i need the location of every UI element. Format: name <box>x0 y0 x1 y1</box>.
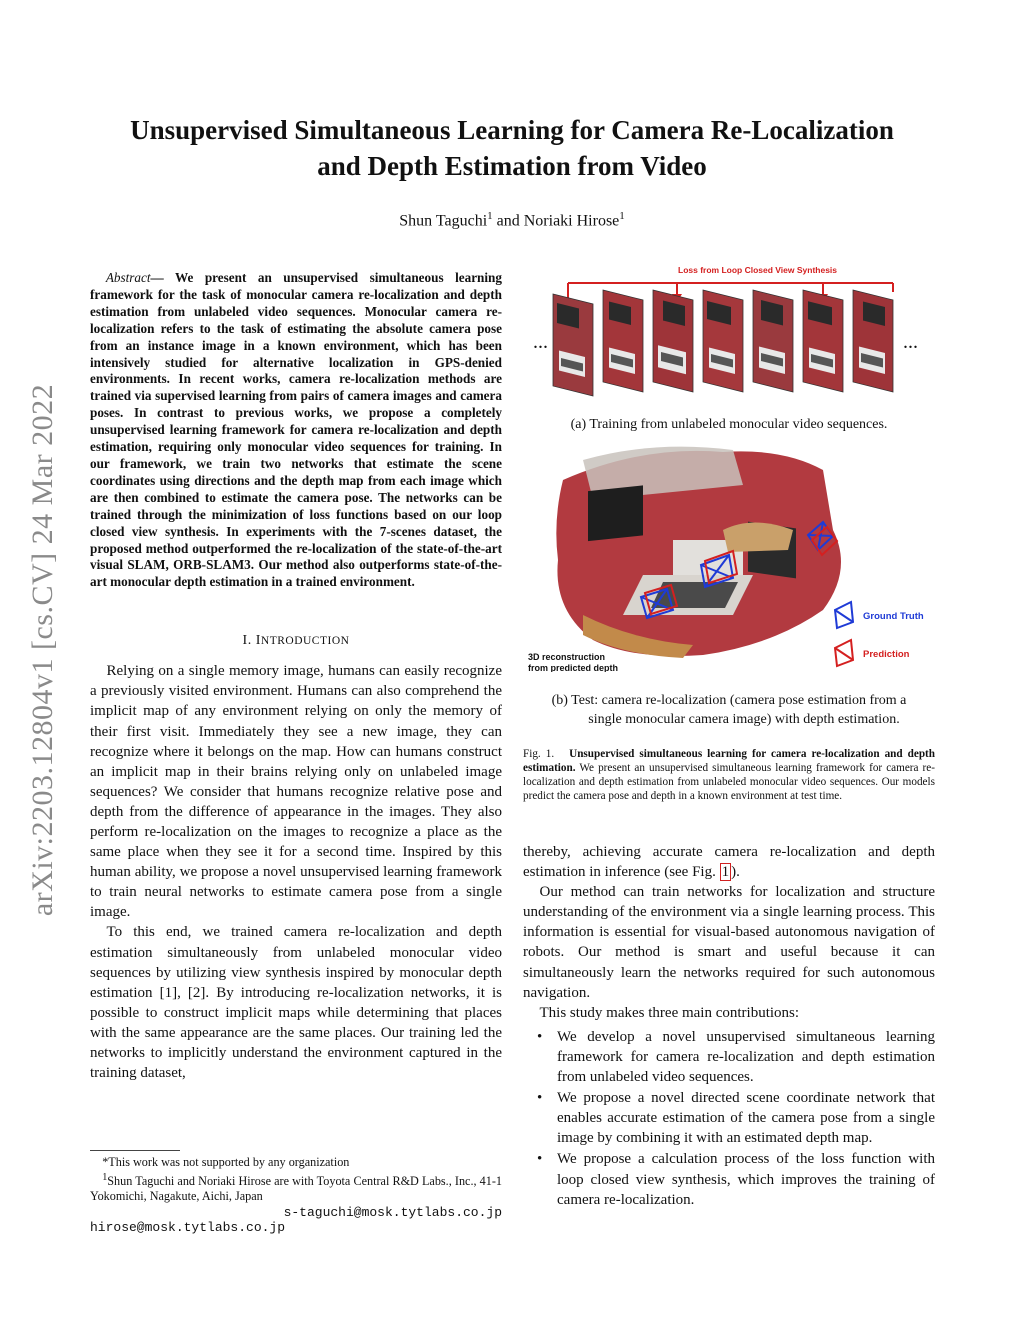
author-1: Shun Taguchi <box>399 212 488 230</box>
legend-prediction-icon <box>835 640 853 666</box>
section-title-initial: I <box>255 633 261 649</box>
figure-1b-caption-line-1: (b) Test: camera re-localization (camera pose estimation from a <box>551 693 907 708</box>
title-line-1: Unsupervised Simultaneous Learning for Camera Re-Localization <box>130 115 894 145</box>
figure-1a-caption: (a) Training from unlabeled monocular video sequences. <box>570 417 888 432</box>
footnote-funding: *This work was not supported by any organization <box>102 1155 350 1169</box>
legend-prediction: Prediction <box>863 649 910 660</box>
left-column <box>90 270 502 1083</box>
author-list <box>90 210 934 230</box>
video-frames <box>553 290 893 396</box>
video-frame <box>653 290 693 392</box>
ellipsis-left: ... <box>533 331 548 353</box>
legend-ground-truth: Ground Truth <box>863 611 924 622</box>
footnote-affiliation-mark: 1 <box>102 1172 108 1184</box>
arxiv-margin-stamp <box>18 350 68 950</box>
video-frame <box>553 294 593 396</box>
abstract-text: We present an unsupervised simultaneous learning framework for the task of monocular camera re-localization and depth estimation from unlabeled video sequences. Monocular camera re-localization refers to the task of estimating the absolute camera pose from an instance image in a known environment, which has been intensively studied for alternative localization in GPS-denied environments. In recent works, camera re-localization methods are trained via supervised learning from pairs of camera images and camera poses. In contrast to previous works, we propose a completely unsupervised learning framework for camera re-localization and depth estimation, requiring only monocular video sequences for training. In our framework, we train two networks that estimate the scene coordinates using directions and the depth map from each image which are then combined to estimate the camera pose. The networks can be trained through the minimization of loss functions based on our loop closed view synthesis. In experiments with the 7-scenes dataset, the proposed method outperformed the re-localization of the state-of-the-art visual SLAM, ORB-SLAM3. Our method also outperforms state-of-the-art monocular depth estimation in a trained environment. <box>90 270 502 590</box>
intro-paragraph-4: Our method can train networks for localization and structure understanding of the environment via a single learning process. This information is essential for visual-based autonomous navigation of robots. Our method is smart and useful because it can simultaneously learn the networks required for such autonomous navigation. <box>523 884 935 1001</box>
contribution-item: • We propose a calculation process of the loss function with loop closed view synthesis, which improves the training of camera re-localization. <box>523 1149 935 1209</box>
video-frame <box>753 290 793 392</box>
figure-1-link[interactable]: 1 <box>721 864 730 881</box>
intro-paragraph-1: Relying on a single memory image, humans can easily recognize a previously visited environment. Humans can also comprehend the implicit map of any environment relying on only the memory of their first visit. Immediately they see a new image, they can recognize where it belongs on the map. How can humans construct an implicit map in their brains relying only on unlabeled image sequences? We consider that humans recognize relative pose and depth from the difference of appearance in the images. They also perform re-localization on the images to recognize a place as the same place when they see it for a second time. Inspired by this human ability, we propose a novel unsupervised learning framework to train neural networks to estimate camera pose from a single image. <box>90 663 502 921</box>
right-column-text <box>523 842 935 1211</box>
video-frame <box>853 290 893 392</box>
loss-banner-text: Loss from Loop Closed View Synthesis <box>678 265 838 275</box>
figure-1a-training-sequence <box>523 262 935 412</box>
title-line-2: and Depth Estimation from Video <box>317 151 707 181</box>
figure-1b-caption-line-2: single monocular camera image) with depth estimation. <box>588 712 900 727</box>
contributions-list <box>523 1027 935 1210</box>
author-2-affil: 1 <box>619 210 625 222</box>
paper-title <box>90 112 934 184</box>
author-and: and <box>496 212 520 230</box>
intro-paragraph-3 <box>523 842 935 882</box>
video-frame <box>803 290 843 392</box>
abstract-dash: — <box>150 270 164 285</box>
figure-1-caption <box>523 747 935 803</box>
ellipsis-right: ... <box>903 331 918 353</box>
footnotes <box>90 1150 502 1235</box>
intro-paragraph-2: To this end, we trained camera re-localization and depth estimation simultaneously from unlabeled monocular video sequences by utilizing view synthesis inspired by monocular depth estimation [1], [2]. By introducing re-localization networks, it is possible to construct implicit maps while determining that places with the same appearance are the same places. Our training led the networks to implicitly understand the environment captured in the training dataset, <box>90 924 502 1082</box>
author-1-affil: 1 <box>487 210 493 222</box>
abstract-label: Abstract <box>105 270 151 285</box>
figure-1 <box>523 262 935 803</box>
point-cloud-reconstruction <box>556 447 841 658</box>
figure-caption-bold: Unsupervised simultaneous learning for camera re-localization and depth estimation. <box>523 748 935 774</box>
figure-caption-label: Fig. 1. <box>523 748 555 760</box>
video-frame <box>603 290 643 392</box>
footnote-affiliation <box>90 1170 502 1204</box>
figure-1b-reconstruction <box>523 440 935 672</box>
section-title-rest: NTRODUCTION <box>260 635 350 648</box>
contribution-item: • We propose a novel directed scene coordinate network that enables accurate estimation of the camera pose from a single image by combining it with an estimated depth map. <box>523 1088 935 1148</box>
paragraph-3-start: thereby, achieving accurate camera re-localization and depth estimation in inference (see Fig. <box>523 844 935 881</box>
email-taguchi[interactable]: s-taguchi@mosk.tytlabs.co.jp <box>283 1204 502 1220</box>
abstract <box>90 270 502 591</box>
recon-label-line-2: from predicted depth <box>528 663 619 672</box>
paragraph-3-end: ). <box>731 864 740 881</box>
intro-paragraph-5: This study makes three main contributions: <box>539 1004 800 1021</box>
author-2: Noriaki Hirose <box>523 212 620 230</box>
section-heading-introduction <box>90 633 502 649</box>
footnote-email-row <box>90 1205 502 1220</box>
section-number: I. <box>242 633 252 649</box>
footnote-affiliation-text: Shun Taguchi and Noriaki Hirose are with Toyota Central R&D Labs., Inc., 41-1 Yokomichi, Nagakute, Aichi, Japan <box>90 1174 502 1204</box>
email-hirose[interactable]: hirose@mosk.tytlabs.co.jp <box>90 1219 286 1235</box>
video-frame <box>703 290 743 392</box>
contribution-item: • We develop a novel unsupervised simultaneous learning framework for camera re-localization and depth estimation from unlabeled video sequences. <box>523 1027 935 1087</box>
recon-label-line-1: 3D reconstruction <box>528 652 606 662</box>
arxiv-id-text: arXiv:2203.12804v1 [cs.CV] 24 Mar 2022 <box>26 383 59 917</box>
footnote-rule <box>90 1150 180 1151</box>
figure-caption-rest: We present an unsupervised simultaneous learning framework for camera re-localization and depth estimation from unlabeled monocular video sequences. Our models predict the camera pose and depth in a known environment at test time. <box>523 762 935 802</box>
legend-ground-truth-icon <box>835 602 853 628</box>
